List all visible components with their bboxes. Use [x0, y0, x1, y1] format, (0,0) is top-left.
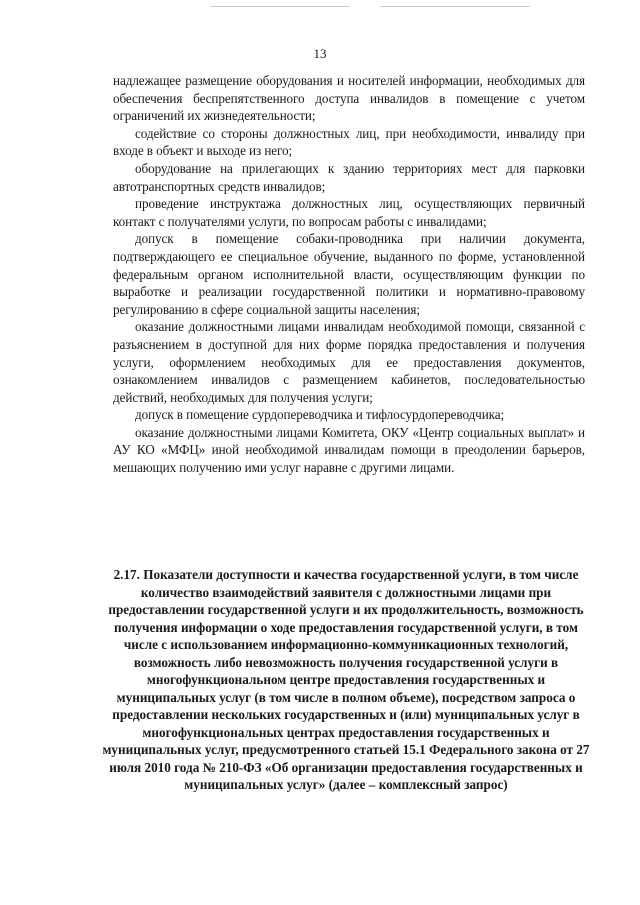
paragraph: надлежащее размещение оборудования и носителей информации, необходимых для обеспечения беспрепятственного доступа инвалидов в помещение с учетом ограничений их жизнедеятельности; [113, 73, 585, 124]
paragraph: оказание должностными лицами Комитета, ОКУ «Центр социальных выплат» и АУ КО «МФЦ» иной необходимой инвалидам помощи в преодолении барьеров, мешающих получению ими услуг наравне с другими лицами. [113, 424, 585, 476]
paragraph: оборудование на прилегающих к зданию территориях мест для парковки автотранспортных средств инвалидов; [113, 160, 585, 194]
document-body [113, 72, 585, 477]
section-heading: 2.17. Показатели доступности и качества государственной услуги, в том числе количество взаимодействий заявителя с должностными лицами при предоставлении государственной услуги и их продолжительность, возможность получения информации о ходе предоставления государственной услуги, в том числе с использованием информационно-коммуникационных технологий, возможность либо невозможность получения государственной услуги в многофункциональном центре предоставления государственных и муниципальных услуг (в том числе в полном объеме), посредством запроса о предоставлении нескольких государственных и (или) муниципальных услуг в многофункциональных центрах предоставления государственных и муниципальных услуг, предусмотренного статьей 15.1 Федерального закона от 27 июля 2010 года № 210-ФЗ «Об организации предоставления государственных и муниципальных услуг» (далее – комплексный запрос) [102, 567, 590, 792]
paragraph: содействие со стороны должностных лиц, при необходимости, инвалиду при входе в объект и выходе из него; [113, 125, 585, 159]
paragraph: проведение инструктажа должностных лиц, осуществляющих первичный контакт с получателями услуги, по вопросам работы с инвалидами; [113, 196, 585, 229]
paragraph: оказание должностными лицами инвалидам необходимой помощи, связанной с разъяснением в доступной для них форме порядка предоставления и получения услуги, оформлением необходимых для ее предоставления документов, ознакомлением инвалидов с размещением кабинетов, последовательностью действий, необходимых для получения услуги; [113, 319, 585, 405]
paragraph: допуск в помещение сурдопереводчика и тифлосурдопереводчика; [135, 407, 505, 423]
page-number: 13 [313, 46, 327, 61]
scan-edge-mark [380, 6, 530, 7]
paragraph: допуск в помещение собаки-проводника при наличии документа, подтверждающего ее специальное обучение, выданного по форме, установленной федеральным органом исполнительной власти, осуществляющим функции по выработке и реализации государственной политики и нормативно-правовому регулированию в сфере социальной защиты населения; [113, 231, 585, 317]
scan-edge-mark [210, 6, 350, 7]
